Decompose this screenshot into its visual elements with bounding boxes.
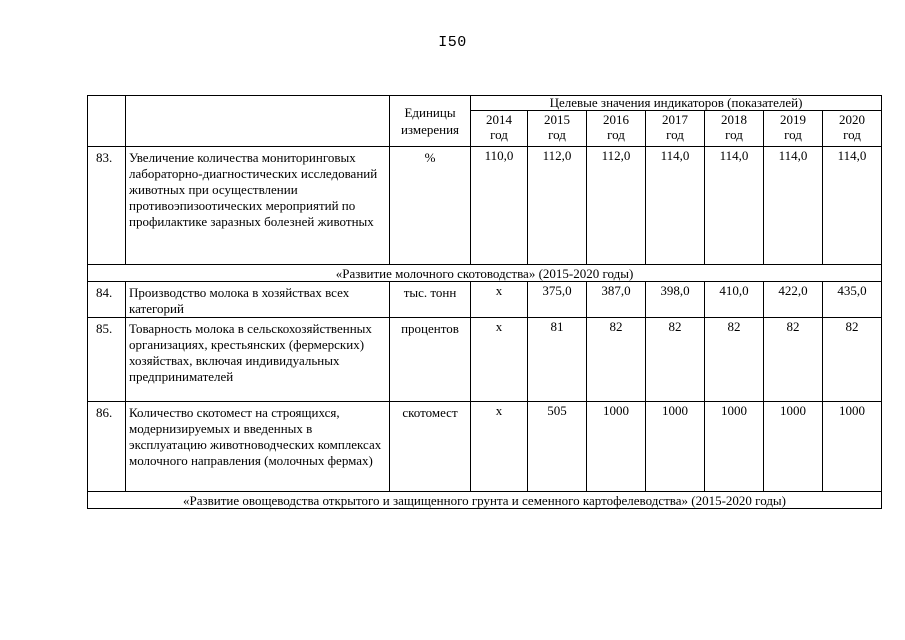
indicator-name: Производство молока в хозяйствах всех категорий xyxy=(126,282,390,318)
header-year: 2020 год xyxy=(823,111,882,147)
header-year: 2017 год xyxy=(646,111,705,147)
value-cell: 435,0 xyxy=(823,282,882,318)
row-number: 84. xyxy=(88,282,126,318)
indicators-table xyxy=(87,95,882,509)
header-year: 2015 год xyxy=(528,111,587,147)
indicator-unit: процентов xyxy=(390,318,471,402)
header-year: 2019 год xyxy=(764,111,823,147)
value-cell: 505 xyxy=(528,402,587,492)
table-row xyxy=(88,318,882,402)
value-cell: 398,0 xyxy=(646,282,705,318)
section-title: «Развитие овощеводства открытого и защищенного грунта и семенного картофелеводства» (2015-2020 годы) xyxy=(88,492,882,509)
row-number: 86. xyxy=(88,402,126,492)
value-cell: 387,0 xyxy=(587,282,646,318)
value-cell: 112,0 xyxy=(528,147,587,265)
value-cell: 410,0 xyxy=(705,282,764,318)
indicator-name: Товарность молока в сельскохозяйственных организациях, крестьянских (фермерских) хозяйствах, включая индивидуальных предпринимателей xyxy=(126,318,390,402)
value-cell: 82 xyxy=(764,318,823,402)
indicator-unit: тыс. тонн xyxy=(390,282,471,318)
value-cell: 422,0 xyxy=(764,282,823,318)
indicator-name: Количество скотомест на строящихся, модернизируемых и введенных в эксплуатацию животноводческих комплексах молочного направления (молочных фермах) xyxy=(126,402,390,492)
value-cell: 81 xyxy=(528,318,587,402)
indicator-unit: скотомест xyxy=(390,402,471,492)
value-cell: 1000 xyxy=(587,402,646,492)
header-num-cell xyxy=(88,96,126,147)
value-cell: 375,0 xyxy=(528,282,587,318)
indicator-name: Увеличение количества мониторинговых лабораторно-диагностических исследований животных при осуществлении противоэпизоотических мероприятий по профилактике заразных болезней животных xyxy=(126,147,390,265)
header-name-cell xyxy=(126,96,390,147)
value-cell: 1000 xyxy=(646,402,705,492)
table-row xyxy=(88,147,882,265)
value-cell: 82 xyxy=(705,318,764,402)
header-year: 2014 год xyxy=(471,111,528,147)
value-cell: 114,0 xyxy=(705,147,764,265)
page-number: I50 xyxy=(438,34,467,51)
table-row xyxy=(88,282,882,318)
header-year: 2016 год xyxy=(587,111,646,147)
header-row-group xyxy=(88,96,882,111)
value-cell: 1000 xyxy=(823,402,882,492)
value-cell: х xyxy=(471,318,528,402)
value-cell: х xyxy=(471,282,528,318)
header-target-values: Целевые значения индикаторов (показателей) xyxy=(471,96,882,111)
value-cell: 114,0 xyxy=(823,147,882,265)
value-cell: 114,0 xyxy=(646,147,705,265)
header-year: 2018 год xyxy=(705,111,764,147)
row-number: 83. xyxy=(88,147,126,265)
value-cell: 82 xyxy=(587,318,646,402)
table-row xyxy=(88,402,882,492)
value-cell: 110,0 xyxy=(471,147,528,265)
value-cell: 1000 xyxy=(764,402,823,492)
value-cell: 82 xyxy=(646,318,705,402)
section-row xyxy=(88,265,882,282)
row-number: 85. xyxy=(88,318,126,402)
header-unit: Единицы измерения xyxy=(390,96,471,147)
section-title: «Развитие молочного скотоводства» (2015-2020 годы) xyxy=(88,265,882,282)
value-cell: 112,0 xyxy=(587,147,646,265)
value-cell: 82 xyxy=(823,318,882,402)
value-cell: 1000 xyxy=(705,402,764,492)
indicator-unit: % xyxy=(390,147,471,265)
value-cell: х xyxy=(471,402,528,492)
section-row xyxy=(88,492,882,509)
value-cell: 114,0 xyxy=(764,147,823,265)
